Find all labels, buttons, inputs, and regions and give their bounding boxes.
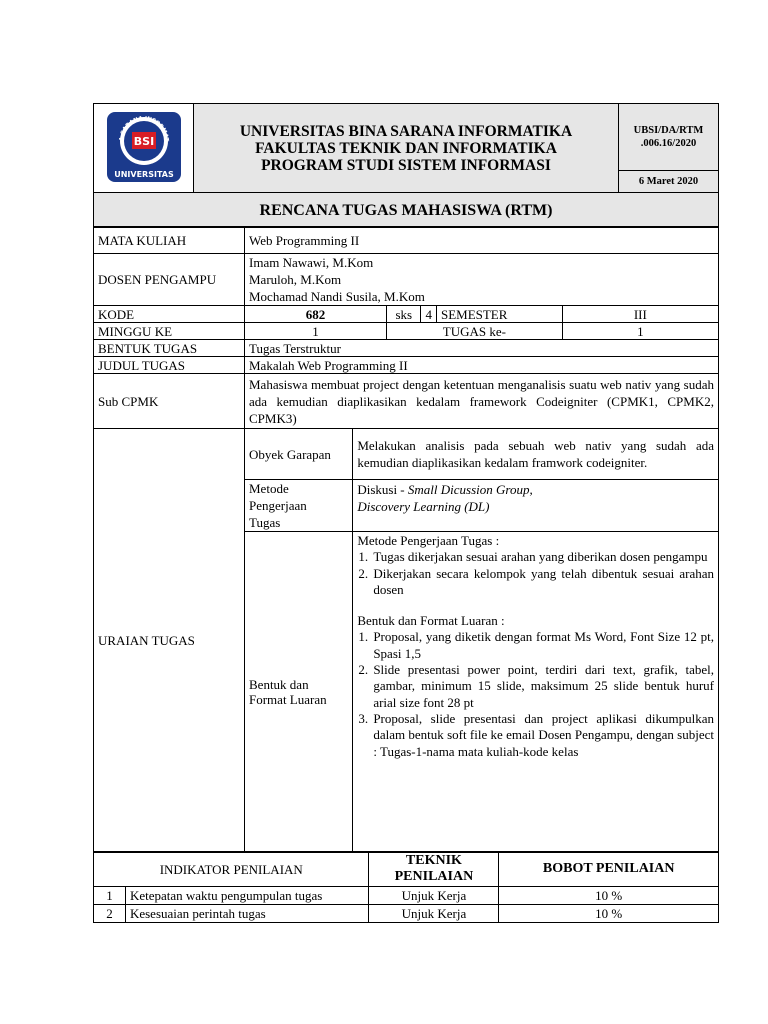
metode-label-line: Metode <box>249 481 289 496</box>
judul-tugas-label: JUDUL TUGAS <box>94 357 245 374</box>
dosen-item: Maruloh, M.Kom <box>249 272 342 287</box>
obyek-garapan-label: Obyek Garapan <box>245 429 353 480</box>
semester-label: SEMESTER <box>436 306 562 323</box>
row-bobot: 10 % <box>499 905 719 923</box>
row-teknik: Unjuk Kerja <box>369 887 499 905</box>
semester-value: III <box>562 306 718 323</box>
format-label-line: Format Luaran <box>249 692 327 707</box>
format-luaran-value <box>353 532 719 853</box>
obyek-garapan-value: Melakukan analisis pada sebuah web nativ yang sudah ada kemudian diaplikasikan kedalam framwork codeigniter. <box>353 429 719 480</box>
table-row <box>94 887 719 905</box>
metode-pengerjaan-value <box>353 480 719 532</box>
list-item: 1. Tugas dikerjakan sesuai arahan yang diberikan dosen pengampu <box>371 549 714 565</box>
sks-label: sks <box>387 306 421 323</box>
format-luaran-label <box>245 532 353 853</box>
metode-label-line: Pengerjaan <box>249 498 307 513</box>
document-code-line-2: .006.16/2020 <box>640 138 697 149</box>
logo-cell <box>94 104 194 193</box>
metode-line-2 <box>357 498 714 515</box>
metode-line-1 <box>357 481 714 498</box>
title-line-1: UNIVERSITAS BINA SARANA INFORMATIKA <box>239 122 573 140</box>
document-date: 6 Maret 2020 <box>619 171 719 193</box>
row-indikator: Kesesuaian perintah tugas <box>125 905 369 923</box>
title-line-2: FAKULTAS TEKNIK DAN INFORMATIKA <box>255 139 557 157</box>
task-info-table <box>93 226 719 853</box>
sub-cpmk-value: Mahasiswa membuat project dengan ketentuan menganalisis suatu web nativ yang sudah ada kemudian diaplikasikan kedalam framework Codeigniter (CPMK1, CPMK2, CPMK3) <box>245 374 719 429</box>
kode-value: 682 <box>245 306 387 323</box>
dosen-item: Mochamad Nandi Susila, M.Kom <box>249 289 425 304</box>
tugas-value: 1 <box>562 323 718 340</box>
indikator-penilaian-table <box>93 851 719 923</box>
format-label-line: Bentuk dan <box>249 677 309 692</box>
document-code <box>619 104 719 171</box>
document-code-line-1: UBSI/DA/RTM <box>633 125 704 136</box>
tugas-label: TUGAS ke- <box>387 323 563 340</box>
metode-italic-1: Small Dicussion Group, <box>407 482 533 497</box>
bobot-header: BOBOT PENILAIAN <box>499 852 719 887</box>
format-heading: Bentuk dan Format Luaran : <box>357 613 505 629</box>
indikator-header: INDIKATOR PENILAIAN <box>94 852 369 887</box>
metode-label-line: Tugas <box>249 515 281 530</box>
row-number: 2 <box>94 905 126 923</box>
minggu-value: 1 <box>245 323 387 340</box>
logo-mark: BSI <box>133 134 154 148</box>
dosen-list <box>245 254 719 306</box>
row-indikator: Ketepatan waktu pengumpulan tugas <box>125 887 369 905</box>
mata-kuliah-value: Web Programming II <box>245 227 719 254</box>
format-list <box>357 629 714 759</box>
list-item: 2. Dikerjakan secara kelompok yang telah dibentuk sesuai arahan dosen <box>371 566 714 599</box>
sub-cpmk-label: Sub CPMK <box>94 374 245 429</box>
teknik-header-line-1: TEKNIK <box>405 853 462 868</box>
logo-caption: UNIVERSITAS <box>113 169 174 179</box>
dosen-item: Imam Nawawi, M.Kom <box>249 255 374 270</box>
table-row <box>94 905 719 923</box>
uraian-tugas-label: URAIAN TUGAS <box>94 429 245 853</box>
teknik-header-line-2: PENILAIAN <box>394 869 474 884</box>
metode-heading: Metode Pengerjaan Tugas : <box>357 533 500 548</box>
judul-tugas-value: Makalah Web Programming II <box>245 357 719 374</box>
kode-label: KODE <box>94 306 245 323</box>
bentuk-tugas-value: Tugas Terstruktur <box>245 340 719 357</box>
list-item: 2. Slide presentasi power point, terdiri dari text, grafik, tabel, gambar, minimum 15 slide, maksimum 25 slide bentuk huruf arial size font 28 pt <box>371 662 714 711</box>
metode-list <box>357 549 714 598</box>
metode-pengerjaan-label <box>245 480 353 532</box>
bentuk-tugas-label: BENTUK TUGAS <box>94 340 245 357</box>
document-header <box>93 103 719 228</box>
mata-kuliah-label: MATA KULIAH <box>94 227 245 254</box>
logo-ring-text: A SARANA INFORMAT <box>118 115 169 142</box>
rtm-title: RENCANA TUGAS MAHASISWA (RTM) <box>94 193 719 228</box>
metode-prefix: Diskusi - <box>357 482 408 497</box>
row-bobot: 10 % <box>499 887 719 905</box>
row-number: 1 <box>94 887 126 905</box>
university-logo <box>106 111 182 183</box>
list-item: 1. Proposal, yang diketik dengan format Ms Word, Font Size 12 pt, Spasi 1,5 <box>371 629 714 662</box>
institution-title <box>194 104 619 193</box>
metode-italic-2: Discovery Learning (DL) <box>357 499 490 514</box>
minggu-label: MINGGU KE <box>94 323 245 340</box>
list-item: 3. Proposal, slide presentasi dan project aplikasi dikumpulkan dalam bentuk soft file ke email Dosen Pengampu, dengan subject : Tugas-1-nama mata kuliah-kode kelas <box>371 711 714 760</box>
dosen-label: DOSEN PENGAMPU <box>94 254 245 306</box>
row-teknik: Unjuk Kerja <box>369 905 499 923</box>
sks-value: 4 <box>421 306 437 323</box>
teknik-header <box>369 852 499 887</box>
title-line-3: PROGRAM STUDI SISTEM INFORMASI <box>261 156 551 174</box>
